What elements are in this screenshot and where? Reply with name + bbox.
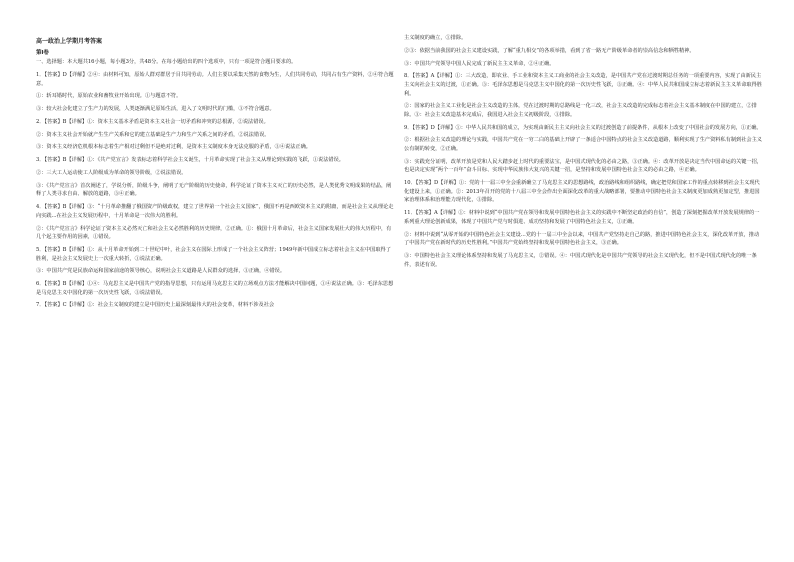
paragraph: 10．【答案】D【详解】①：党的十一届三中全会重新确立了马克思主义的思想路线，政治路线和组织路线，确定把党和国家工作的重点转移到社会主义现代化建设上来，①正确。②：2013年召开的党的十八届三中全会作出全面深化改革的重大战略部署，要推动中国特色社会主义制度更加成熟更加定型，推进国家治理体系和治理能力现代化，③排除。 xyxy=(404,180,760,204)
right-paragraphs xyxy=(404,34,764,269)
paragraph: ③：较大社会化建立了生产力的发展，人类逐渐满足原始生活，进入了文明时代的门槛，③不符合题意。 xyxy=(36,106,275,113)
paragraph: ①：斩耳婚时代，原始农业和畜牧业开始出现。①与题意不符。 xyxy=(36,93,182,100)
paragraph: ③：实践充分证明，改革开放是党和人民大踏步赶上时代的重要法宝，是中国式现代化的必由之路，③正确。④：改革开放是决定当代中国命运的关键一招，也是决定实现“两个一百年”奋斗目标、实现中华民族伟大复兴的关键一招，是坚持和发展中国特色社会主义的必由之路，④正确。 xyxy=(404,158,762,174)
paragraph: 11．【答案】A【详解】①：材料中说到“中国共产党在领导和发展中国特色社会主义的实践中不断坚定政治的自信”，创造了深刻把握改革开放发展规律的一系列重大理论创新成果，体现了中国共产党与时俱进、成功坚持和发展了中国特色社会主义，①正确。 xyxy=(404,210,760,225)
left-paragraphs xyxy=(36,58,396,310)
paragraph: 2．【答案】B【详解】①：资本主义基本矛盾是资本主义社会一切矛盾和冲突的总根源，②说法错误。 xyxy=(36,118,269,125)
paragraph: 6．【答案】B【详解】①④：马克思主义是中国共产党的指导思想，只有运用马克思主义的立场观点方法才能解决中国问题，①④说法正确。③：毛泽东思想是马克思主义中国化的第一次历史性飞跃，③说法错误。 xyxy=(36,281,394,296)
paragraph: 一、选择题：本大题共16小题，每小题3分，共48分。在每小题给出的四个选项中，只有一项是符合题目要求的。 xyxy=(36,59,297,66)
paragraph: 7．【答案】C【详解】①：社会主义制度的建立是中国历史上最深刻最伟大的社会变革，材料不涉及社会 xyxy=(36,302,275,309)
paragraph: ②：资本主义社会开始就产生生产关系和它的建立基础是生产力和生产关系之间的矛盾，②说法错误。 xyxy=(36,131,270,138)
paragraph: ③：资本主义经济危机根本标志着生产相对过剩但不是绝对过剩，是资本主义制度本身无法克服的矛盾，③④说法正确。 xyxy=(36,144,311,151)
paragraph: 8．【答案】A【详解】①：三大改造，即农业、手工业和资本主义工商业的社会主义改造，是中国共产党在过渡时期总任务的一项重要内容，实现了由新民主主义向社会主义的过渡，①正确。③：毛泽东思想是马克思主义中国化的第一次历史性飞跃，③正确。④：中华人民共和国成立标志着新民主主义革命取得胜利。 xyxy=(404,73,762,97)
paragraph: ②：国家的社会主义工业化是社会主义改造的主体，党在过渡时期的总路线是一化三改，社会主义改造的完成标志着社会主义基本制度在中国的建立，②排除。③：社会主义改造基本完成后，我国进入社会主义初级阶段，③排除。 xyxy=(404,103,757,118)
paragraph: ②：材料中说到“从零开始的中国特色社会主义建设...党的十一届三中全会以来，中国共产党坚持走自己的路，推进中国特色社会主义，深化改革开放，推动了中国共产党在新时代的历史性胜利。”中国共产党始终坚持和发展中国特色社会主义，③正确。 xyxy=(404,231,760,247)
section-heading: 第Ⅰ卷 xyxy=(36,49,49,56)
right-column xyxy=(404,34,764,273)
paragraph: ②：根据社会主义改造的理论与实践，中国共产党在一穷二白的基础上开辟了一条适合中国特点的社会主义改造道路，顺利实现了生产资料私有制到社会主义公有制的转变，②正确。 xyxy=(404,137,762,153)
paragraph: 5．【答案】B【详解】①：从十月革命开始到二十世纪中叶，社会主义在国际上形成了一个社会主义阵营；1949年新中国成立标志着社会主义在中国取得了胜利，是社会主义发展史上一次重大转折，①说法正确。 xyxy=(36,246,391,262)
paragraph: 3．【答案】B【详解】①：《共产党宣言》发表标志着科学社会主义诞生，十月革命实现了社会主义从理论到实践的飞跃，①说法错误。 xyxy=(36,157,344,164)
paragraph: 主义制度的确立，①排除。 xyxy=(404,35,467,41)
paragraph: ②③：依据当前我国的社会主义建设实践，了解“重九相交”的各项举措，看到了省一路无产阶级革命者的崇高信念和牺牲精神。 xyxy=(404,47,695,54)
paragraph: ②：三大工人运动使工人阶级成为革命的领导阶级，②说法错误。 xyxy=(36,170,187,177)
paragraph: ③：中国共产党领导中国人民完成了新民主主义革命，②④正确。 xyxy=(404,60,555,67)
paragraph: ③：中国特色社会主义理论体系坚持和发展了马克思主义，②错误。④：中国式现代化是中国共产党领导的社会主义现代化，但不是中国式现代化的唯一条件，表述有误。 xyxy=(404,252,757,268)
paragraph: ②：《共产党宣言》科学论证了资本主义必然灭亡和社会主义必然胜利的历史规律，②正确。①：俄国十月革命后，社会主义国家发展壮大的伟大历程中，有几个起主要作用的因素，①错误。 xyxy=(36,225,392,241)
left-column xyxy=(36,34,396,314)
paragraph: ③：中国共产党是民族命运和国家前途的领导核心，说明社会主义道路是人民群众的选择，③正确，④错误。 xyxy=(36,268,286,275)
paragraph: 4．【答案】B【详解】③：“十月革命推翻了俄国资产阶级政权，建立了世界第一个社会主义国家”，俄国不再是西欧资本主义的附庸，而是社会主义从理论走向实践...在社会主义发展历程中，十月革命是一次伟大的胜利。 xyxy=(36,204,394,219)
paragraph: ③：《共产党宣言》首次阐述了，学说分析，阶级斗争，阐明了无产阶级的历史使命，科学论证了资本主义灭亡的历史必然，是人类优秀文明成果的结晶，阐释了人类寻求自由、解放的道路，③④正确。 xyxy=(36,182,392,198)
paragraph: 1．【答案】D【详解】②④：由材料可知，原始人群对群居于目共同劳动。人们主要以采集天然的食物为生，人们共同劳动，共同占有生产资料，②④符合题意。 xyxy=(36,71,394,87)
doc-title: 高一政治上学期月考答案 xyxy=(36,38,103,45)
paragraph: 9．【答案】D【详解】①：中华人民共和国的成立，为实现由新民主主义向社会主义的过渡创造了前提条件，从根本上改变了中国社会的发展方向，①正确。 xyxy=(404,124,762,131)
